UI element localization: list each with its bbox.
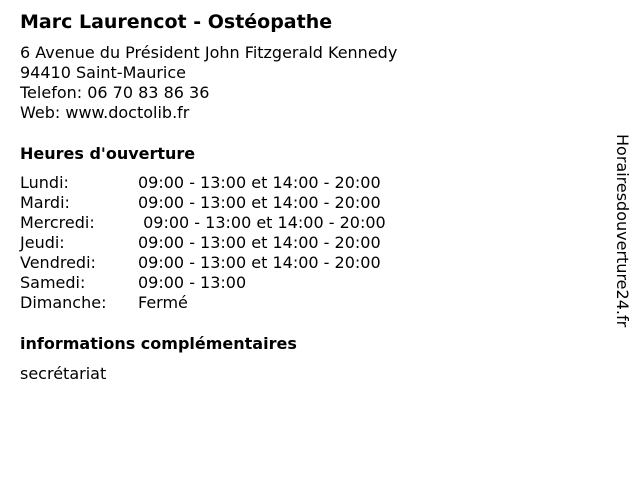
hours-time: 09:00 - 13:00 et 14:00 - 20:00 xyxy=(138,213,386,232)
phone-number: Telefon: 06 70 83 86 36 xyxy=(20,83,210,102)
hours-time: 09:00 - 13:00 xyxy=(138,273,247,292)
hours-day: Mardi: xyxy=(20,193,70,212)
hours-day: Jeudi: xyxy=(20,233,65,252)
website-link[interactable]: Web: www.doctolib.fr xyxy=(20,103,190,122)
hours-day: Vendredi: xyxy=(20,253,96,272)
hours-time: Fermé xyxy=(138,293,188,312)
business-title: Marc Laurencot - Ostéopathe xyxy=(20,11,333,33)
hours-day: Mercredi: xyxy=(20,213,95,232)
hours-time: 09:00 - 13:00 et 14:00 - 20:00 xyxy=(138,233,381,252)
additional-info-text: secrétariat xyxy=(20,364,107,383)
hours-day: Lundi: xyxy=(20,173,69,192)
hours-day: Dimanche: xyxy=(20,293,107,312)
address-line-street: 6 Avenue du Président John Fitzgerald Kennedy xyxy=(20,43,398,62)
hours-time: 09:00 - 13:00 et 14:00 - 20:00 xyxy=(138,173,381,192)
contact-block xyxy=(20,43,397,123)
address-line-city: 94410 Saint-Maurice xyxy=(20,63,186,82)
additional-info-heading: informations complémentaires xyxy=(20,334,297,353)
opening-hours-heading: Heures d'ouverture xyxy=(20,144,196,163)
hours-time: 09:00 - 13:00 et 14:00 - 20:00 xyxy=(138,253,381,272)
hours-day: Samedi: xyxy=(20,273,86,292)
hours-time: 09:00 - 13:00 et 14:00 - 20:00 xyxy=(138,193,381,212)
site-watermark: Horairesdouverture24.fr xyxy=(613,134,632,328)
